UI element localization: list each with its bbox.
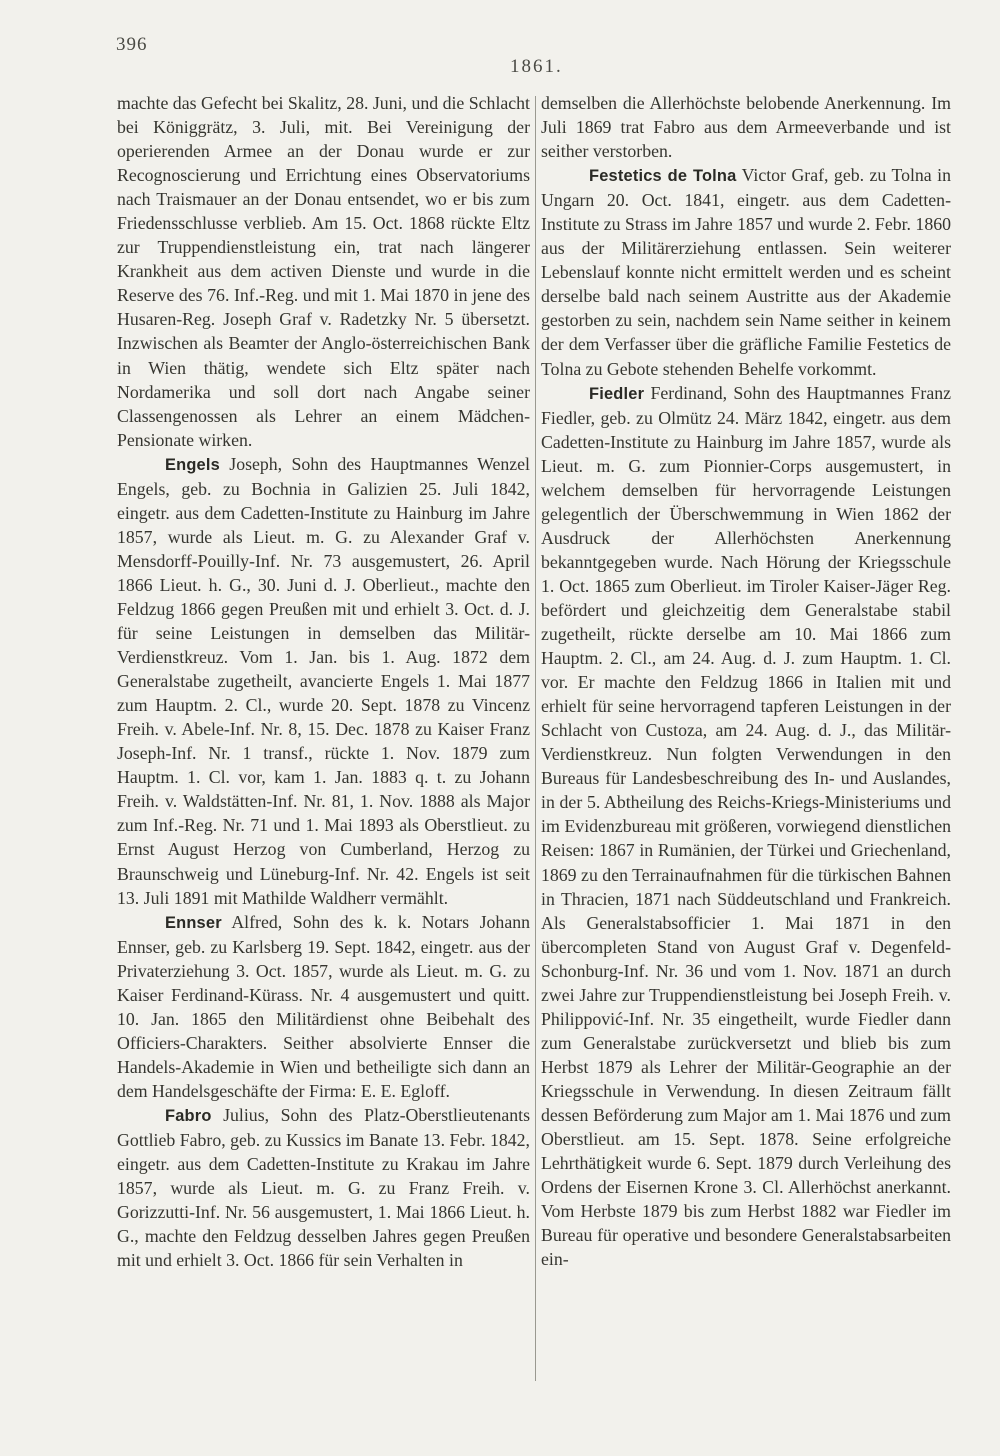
entry-fiedler [541,381,951,1272]
entry-ennser [117,910,530,1103]
entry-text: Ferdinand, Sohn des Hauptmannes Franz Fiedler, geb. zu Olmütz 24. März 1842, eingetr. aus dem Cadetten-Institute zu Hainburg im Jahre 1857, wurde als Lieut. m. G. zum Pionnier-Corps ausgemustert, in welchem demselben für hervorragende Leistungen gelegentlich der Überschwemmung in Wien 1862 der Ausdruck der Allerhöchsten Anerkennung bekanntgegeben wurde. Nach Hörung der Kriegsschule 1. Oct. 1865 zum Oberlieut. im Tiroler Kaiser-Jäger Reg. befördert und gleichzeitig dem Generalstabe stabil zugetheilt, rückte derselbe am 10. Mai 1866 zum Hauptm. 2. Cl., am 24. Aug. d. J. zum Hauptm. 1. Cl. vor. Er machte den Feldzug 1866 in Italien mit und erhielt für seine hervorragend tapferen Leistungen in der Schlacht von Custoza, am 24. Aug. d. J., das Militär-Verdienstkreuz. Nun folgten Verwendungen in den Bureaus für Landesbeschreibung des In- und Auslandes, in der 5. Abtheilung des Reichs-Kriegs-Ministeriums und im Evidenzbureau mit größeren, vorwiegend dienstlichen Reisen: 1867 in Rumänien, der Türkei und Griechenland, 1869 zu den Terrainaufnahmen für die türkischen Bahnen in Thracien, 1871 nach Süddeutschland und Frankreich. Als Generalstabsofficier 1. Mai 1871 in den übercompleten Stand von August Graf v. Degenfeld-Schonburg-Inf. Nr. 36 und vom 1. Nov. 1871 an durch zwei Jahre zur Truppendienstleistung bei Joseph Freih. v. Philippović-Inf. Nr. 35 eingetheilt, wurde Fiedler dann zum Generalstabe zurückversetzt und blieb bis zum Herbst 1879 als Lehrer der Militär-Geographie an der Kriegsschule in Verwendung. In diesen Zeitraum fällt dessen Beförderung zum Major am 1. Mai 1876 und zum Oberstlieut. am 15. Sept. 1878. Seine erfolgreiche Lehrthätigkeit wurde 6. Sept. 1879 durch Verleihung des Ordens der Eisernen Krone 3. Cl. Allerhöchst anerkannt. Vom Herbste 1879 bis zum Herbst 1882 war Fiedler im Bureau für operative und besondere Generalstabsarbeiten ein- [541,382,951,1270]
entry-name: Engels [165,455,220,474]
entry-text: Julius, Sohn des Platz-Oberstlieutenants Gottlieb Fabro, geb. zu Kussics im Banate 13. Febr. 1842, eingetr. aus dem Cadetten-Institute zu Krakau im Jahre 1857, wurde als Lieut. m. G. zu Franz Freih. v. Gorizzutti-Inf. Nr. 56 ausgemustert, 1. Mai 1866 Lieut. h. G., machte den Feldzug desselben Jahres gegen Preußen mit und erhielt 3. Oct. 1866 für sein Verhalten in [117,1104,530,1271]
entry-fabro [117,1103,530,1272]
continued-paragraph: demselben die Allerhöchste belobende Anerkennung. Im Juli 1869 trat Fabro aus dem Armeeverbande und ist seither verstorben. [541,93,951,162]
entry-text: Joseph, Sohn des Hauptmannes Wenzel Engels, geb. zu Bochnia in Galizien 25. Juli 1842, eingetr. aus dem Cadetten-Institute zu Hainburg im Jahre 1857, wurde als Lieut. m. G. zu Alexander Graf v. Mensdorff-Pouilly-Inf. Nr. 73 ausgemustert, 26. April 1866 Lieut. h. G., 30. Juni d. J. Oberlieut., machte den Feldzug 1866 gegen Preußen mit und erhielt 3. Oct. d. J. für seine Leistungen in demselben das Militär-Verdienstkreuz. Vom 1. Jan. bis 1. Aug. 1872 dem Generalstabe zugetheilt, avancierte Engels 1. Mai 1877 zum Hauptm. 2. Cl., wurde 20. Sept. 1878 zu Vincenz Freih. v. Abele-Inf. Nr. 8, 15. Dec. 1878 zu Kaiser Franz Joseph-Inf. Nr. 1 transf., rückte 1. Nov. 1879 zum Hauptm. 1. Cl. vor, kam 1. Jan. 1883 q. t. zu Johann Freih. v. Waldstätten-Inf. Nr. 81, 1. Nov. 1888 als Major zum Inf.-Reg. Nr. 71 und 1. Mai 1893 als Oberstlieut. zu Ernst August Herzog von Cumberland, Herzog zu Braunschweig und Lüneburg-Inf. Nr. 42. Engels ist seit 13. Juli 1891 mit Mathilde Waldherr vermählt. [117,453,530,908]
entry-festetics [541,163,951,380]
entry-name: Ennser [165,913,222,932]
right-column [541,91,951,1271]
left-column [117,91,530,1272]
entry-text: Alfred, Sohn des k. k. Notars Johann Ennser, geb. zu Karlsberg 19. Sept. 1842, eingetr. aus der Privaterziehung 3. Oct. 1857, wurde als Lieut. m. G. zu Kaiser Ferdinand-Kürass. Nr. 4 ausgemustert und quitt. 10. Jan. 1865 den Militärdienst ohne Beibehalt des Officiers-Charakters. Seither absolvierte Ennser die Handels-Akademie in Wien und betheiligte sich dann an dem Handelsgeschäfte der Firma: E. E. Egloff. [117,911,530,1101]
entry-name: Festetics de Tolna [589,167,737,186]
entry-name: Fiedler [589,384,645,403]
entry-engels [117,452,530,910]
running-head-year: 1861. [510,56,563,77]
entry-text: Victor Graf, geb. zu Tolna in Ungarn 20. Oct. 1841, eingetr. aus dem Cadetten-Institute zu Strass im Jahre 1857 und wurde 2. Febr. 1860 aus der Militärerziehung entlassen. Sein weiterer Lebenslauf konnte nicht ermittelt werden und es scheint derselbe bald nach seinem Austritte aus der Akademie gestorben zu sein, nachdem sein Name seither in keinem der dem Verfasser über die gräfliche Familie Festetics de Tolna zu Gebote stehenden Behelfe vorkommt. [541,165,952,379]
page-number: 396 [116,34,148,55]
entry-name: Fabro [165,1106,212,1125]
column-divider [535,96,536,1381]
continued-paragraph: machte das Gefecht bei Skalitz, 28. Juni, und die Schlacht bei Königgrätz, 3. Juli, mit. Bei Vereinigung der operierenden Armee an der Donau wurde er zur Recognoscierung und Errichtung eines Observatoriums nach Traismauer an der Donau entsendet, wo er bis zum Friedensschlusse verblieb. Am 15. Oct. 1868 rückte Eltz zur Truppendienstleistung ein, trat nach längerer Krankheit aus dem activen Dienste und wurde in die Reserve des 76. Inf.-Reg. und mit 1. Mai 1870 in jene des Husaren-Reg. Joseph Graf v. Radetzky Nr. 5 übersetzt. Inzwischen als Beamter der Anglo-österreichischen Bank in Wien thätig, wendete sich Eltz später nach Nordamerika und soll dort nach Angabe seiner Classengenossen als Lehrer an einem Mädchen-Pensionate wirken. [117,93,530,450]
